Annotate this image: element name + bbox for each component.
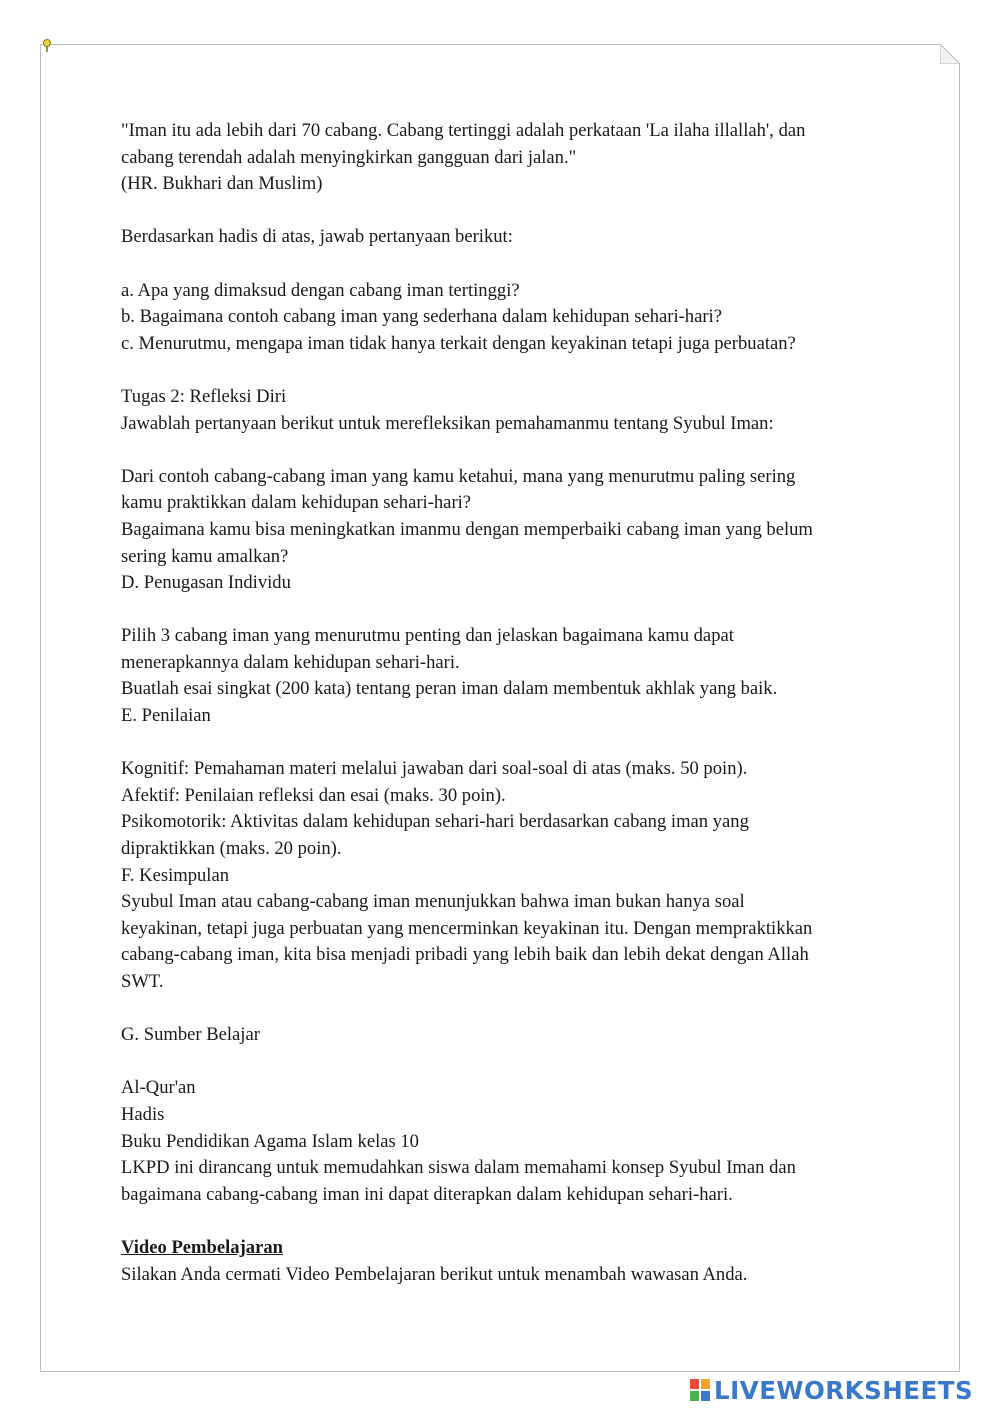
blank-line [121,251,891,278]
text-line: cabang-cabang iman, kita bisa menjadi pribadi yang lebih baik dan lebih dekat dengan Allah [121,944,809,966]
blank-line [121,437,891,464]
text-line: Jawablah pertanyaan berikut untuk merefleksikan pemahamanmu tentang Syubul Iman: [121,412,774,434]
text-line: F. Kesimpulan [121,864,230,886]
text-line: Berdasarkan hadis di atas, jawab pertanyaan berikut: [121,226,513,248]
text-line: kamu praktikkan dalam kehidupan sehari-hari? [121,492,472,514]
blank-line [121,996,891,1023]
text-line: menerapkannya dalam kehidupan sehari-hari. [121,651,460,673]
text-line: b. Bagaimana contoh cabang iman yang sederhana dalam kehidupan sehari-hari? [121,306,722,328]
text-line: cabang terendah adalah menyingkirkan gangguan dari jalan." [121,146,577,168]
text-line: Hadis [121,1103,165,1125]
text-line: G. Sumber Belajar [121,1024,260,1046]
pin-icon [41,38,53,54]
text-line: D. Penugasan Individu [121,572,291,594]
text-line: Afektif: Penilaian refleksi dan esai (maks. 30 poin). [121,784,506,806]
text-line: Psikomotorik: Aktivitas dalam kehidupan sehari-hari berdasarkan cabang iman yang [121,811,749,833]
text-line: c. Menurutmu, mengapa iman tidak hanya terkait dengan keyakinan tetapi juga perbuatan? [121,332,796,354]
blank-line [121,198,891,225]
text-line: Buku Pendidikan Agama Islam kelas 10 [121,1130,419,1152]
text-line: Buatlah esai singkat (200 kata) tentang peran iman dalam membentuk akhlak yang baik. [121,678,778,700]
text-line: Bagaimana kamu bisa meningkatkan imanmu dengan memperbaiki cabang iman yang belum [121,518,813,540]
text-line: E. Penilaian [121,705,211,727]
text-line: Dari contoh cabang-cabang iman yang kamu ketahui, mana yang menurutmu paling sering [121,465,796,487]
liveworksheets-logo-icon [690,1379,710,1401]
blank-line [121,1208,891,1235]
text-line: dipraktikkan (maks. 20 poin). [121,838,342,860]
text-line: Al-Qur'an [121,1077,196,1099]
text-line: SWT. [121,971,164,992]
text-line: keyakinan, tetapi juga perbuatan yang mencerminkan keyakinan itu. Dengan mempraktikkan [121,917,813,939]
text-line: a. Apa yang dimaksud dengan cabang iman tertinggi? [121,279,520,301]
blank-line [121,1049,891,1076]
document-body [121,118,891,1288]
liveworksheets-brand [690,1377,973,1403]
video-section-heading: Video Pembelajaran [121,1236,283,1258]
text-line: "Iman itu ada lebih dari 70 cabang. Cabang tertinggi adalah perkataan 'La ilaha illallah', dan [121,120,806,141]
text-line: bagaimana cabang-cabang iman ini dapat diterapkan dalam kehidupan sehari-hari. [121,1183,733,1205]
text-line: Tugas 2: Refleksi Diri [121,385,287,407]
page-fold-corner [940,44,960,64]
text-line: Kognitif: Pemahaman materi melalui jawaban dari soal-soal di atas (maks. 50 poin). [121,758,748,780]
text-line: Syubul Iman atau cabang-cabang iman menunjukkan bahwa iman bukan hanya soal [121,891,745,913]
text-line: LKPD ini dirancang untuk memudahkan siswa dalam memahami konsep Syubul Iman dan [121,1157,796,1179]
text-line: sering kamu amalkan? [121,545,289,567]
blank-line [121,730,891,757]
brand-name: LIVEWORKSHEETS [714,1375,974,1405]
video-section-text: Silakan Anda cermati Video Pembelajaran berikut untuk menambah wawasan Anda. [121,1263,748,1285]
text-line: (HR. Bukhari dan Muslim) [121,173,323,195]
text-line: Pilih 3 cabang iman yang menurutmu penting dan jelaskan bagaimana kamu dapat [121,625,734,647]
blank-line [121,597,891,624]
blank-line [121,357,891,384]
